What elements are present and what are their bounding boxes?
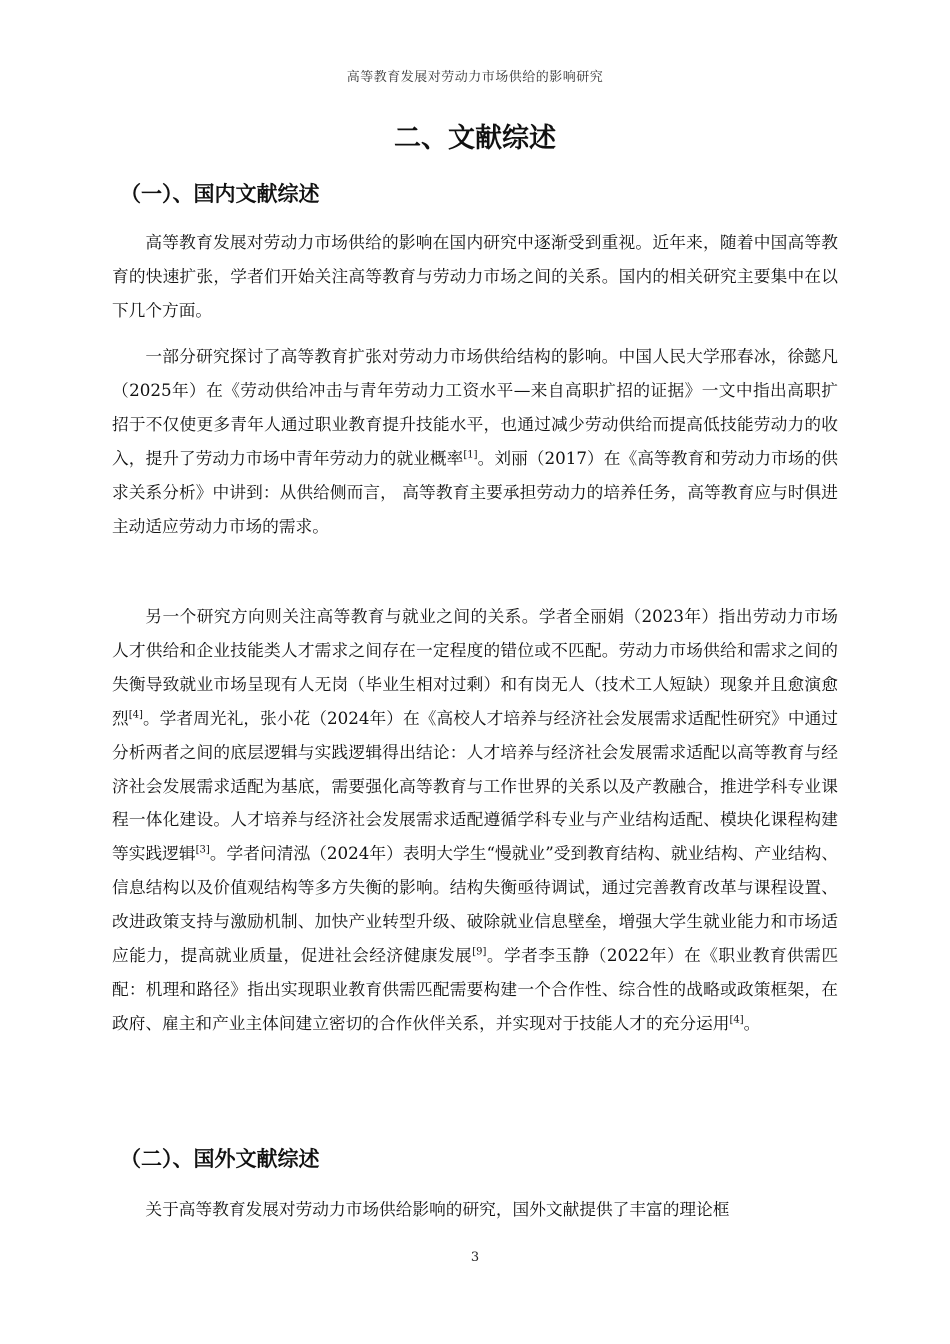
page-number: 3 [470,1250,480,1265]
paragraph-3-text-a: 另一个研究方向则关注高等教育与就业之间的关系。学者全丽娟（2023年）指出劳动力市场人才供给和企业技能类人才需求之间存在一定程度的错位或不匹配。劳动力市场供给和需求之间的失衡导致就业市场呈现有人无岗（毕业生相对过剩）和有岗无人（技术工人短缺）现象并且愈演愈烈 [112,606,838,728]
paragraph-3-text-e: 。 [743,1012,761,1033]
paragraph-2-text-a: 一部分研究探讨了高等教育扩张对劳动力市场供给结构的影响。中国人民大学邢春冰，徐懿凡（2025年）在《劳动供给冲击与青年劳动力工资水平—来自高职扩招的证据》一文中指出高职扩招于不仅使更多青年人通过职业教育提升技能水平，也通过减少劳动供给而提高低技能劳动力的收入，提升了劳动力市场中青年劳动力的就业概率 [112,346,838,468]
paragraph-4-text: 关于高等教育发展对劳动力市场供给影响的研究，国外文献提供了丰富的理论框 [145,1199,730,1219]
citation-ref: [9] [472,946,487,958]
citation-ref: [4] [128,709,143,721]
paragraph-3-text-b: 。学者周光礼，张小花（2024年）在《高校人才培养与经济社会发展需求适配性研究》中通过分析两者之间的底层逻辑与实践逻辑得出结论：人才培养与经济社会发展需求适配以高等教育与经济社会发展需求适配为基底，需要强化高等教育与工作世界的关系以及产教融合，推进学科专业课程一体化建设。人才培养与经济社会发展需求适配遵循学科专业与产业结构适配、模块化课程构建等实践逻辑 [112,707,838,864]
paragraph-4 [112,1193,838,1227]
section-heading-domestic: （一）、国内文献综述 [120,182,320,206]
paragraph-3-text-c: 。学者问清泓（2024年）表明大学生“慢就业”受到教育结构、就业结构、产业结构、信息结构以及价值观结构等多方失衡的影响。结构失衡亟待调试，通过完善教育改革与课程设置、改进政策支持与激励机制、加快产业转型升级、破除就业信息壁垒，增强大学生就业能力和市场适应能力，提高就业质量，促进社会经济健康发展 [112,843,839,966]
running-header: 高等教育发展对劳动力市场供给的影响研究 [346,70,604,85]
paragraph-2-text-b: 。刘丽（2017）在《高等教育和劳动力市场的供求关系分析》中讲到：从供给侧而言， 高等教育主要承担劳动力的培养任务，高等教育应与时俱进主动适应劳动力市场的需求。 [112,447,838,536]
citation-ref: [4] [729,1014,744,1026]
paragraph-2 [112,340,838,543]
paragraph-1 [112,226,838,328]
citation-ref: [1] [463,449,478,461]
paragraph-3-text-d: 。学者李玉静（2022年）在《职业教育供需匹配：机理和路径》指出实现职业教育供需匹配需要构建一个合作性、综合性的战略或政策框架，在政府、雇主和产业主体间建立密切的合作伙伴关系，并实现对于技能人才的充分运用 [112,945,839,1033]
paragraph-1-text: 高等教育发展对劳动力市场供给的影响在国内研究中逐渐受到重视。近年来，随着中国高等教育的快速扩张，学者们开始关注高等教育与劳动力市场之间的关系。国内的相关研究主要集中在以下几个方面。 [112,232,838,320]
paragraph-3 [112,600,838,1041]
section-heading-foreign: （二）、国外文献综述 [120,1147,320,1171]
chapter-title: 二、文献综述 [394,123,556,154]
citation-ref: [3] [195,844,210,856]
